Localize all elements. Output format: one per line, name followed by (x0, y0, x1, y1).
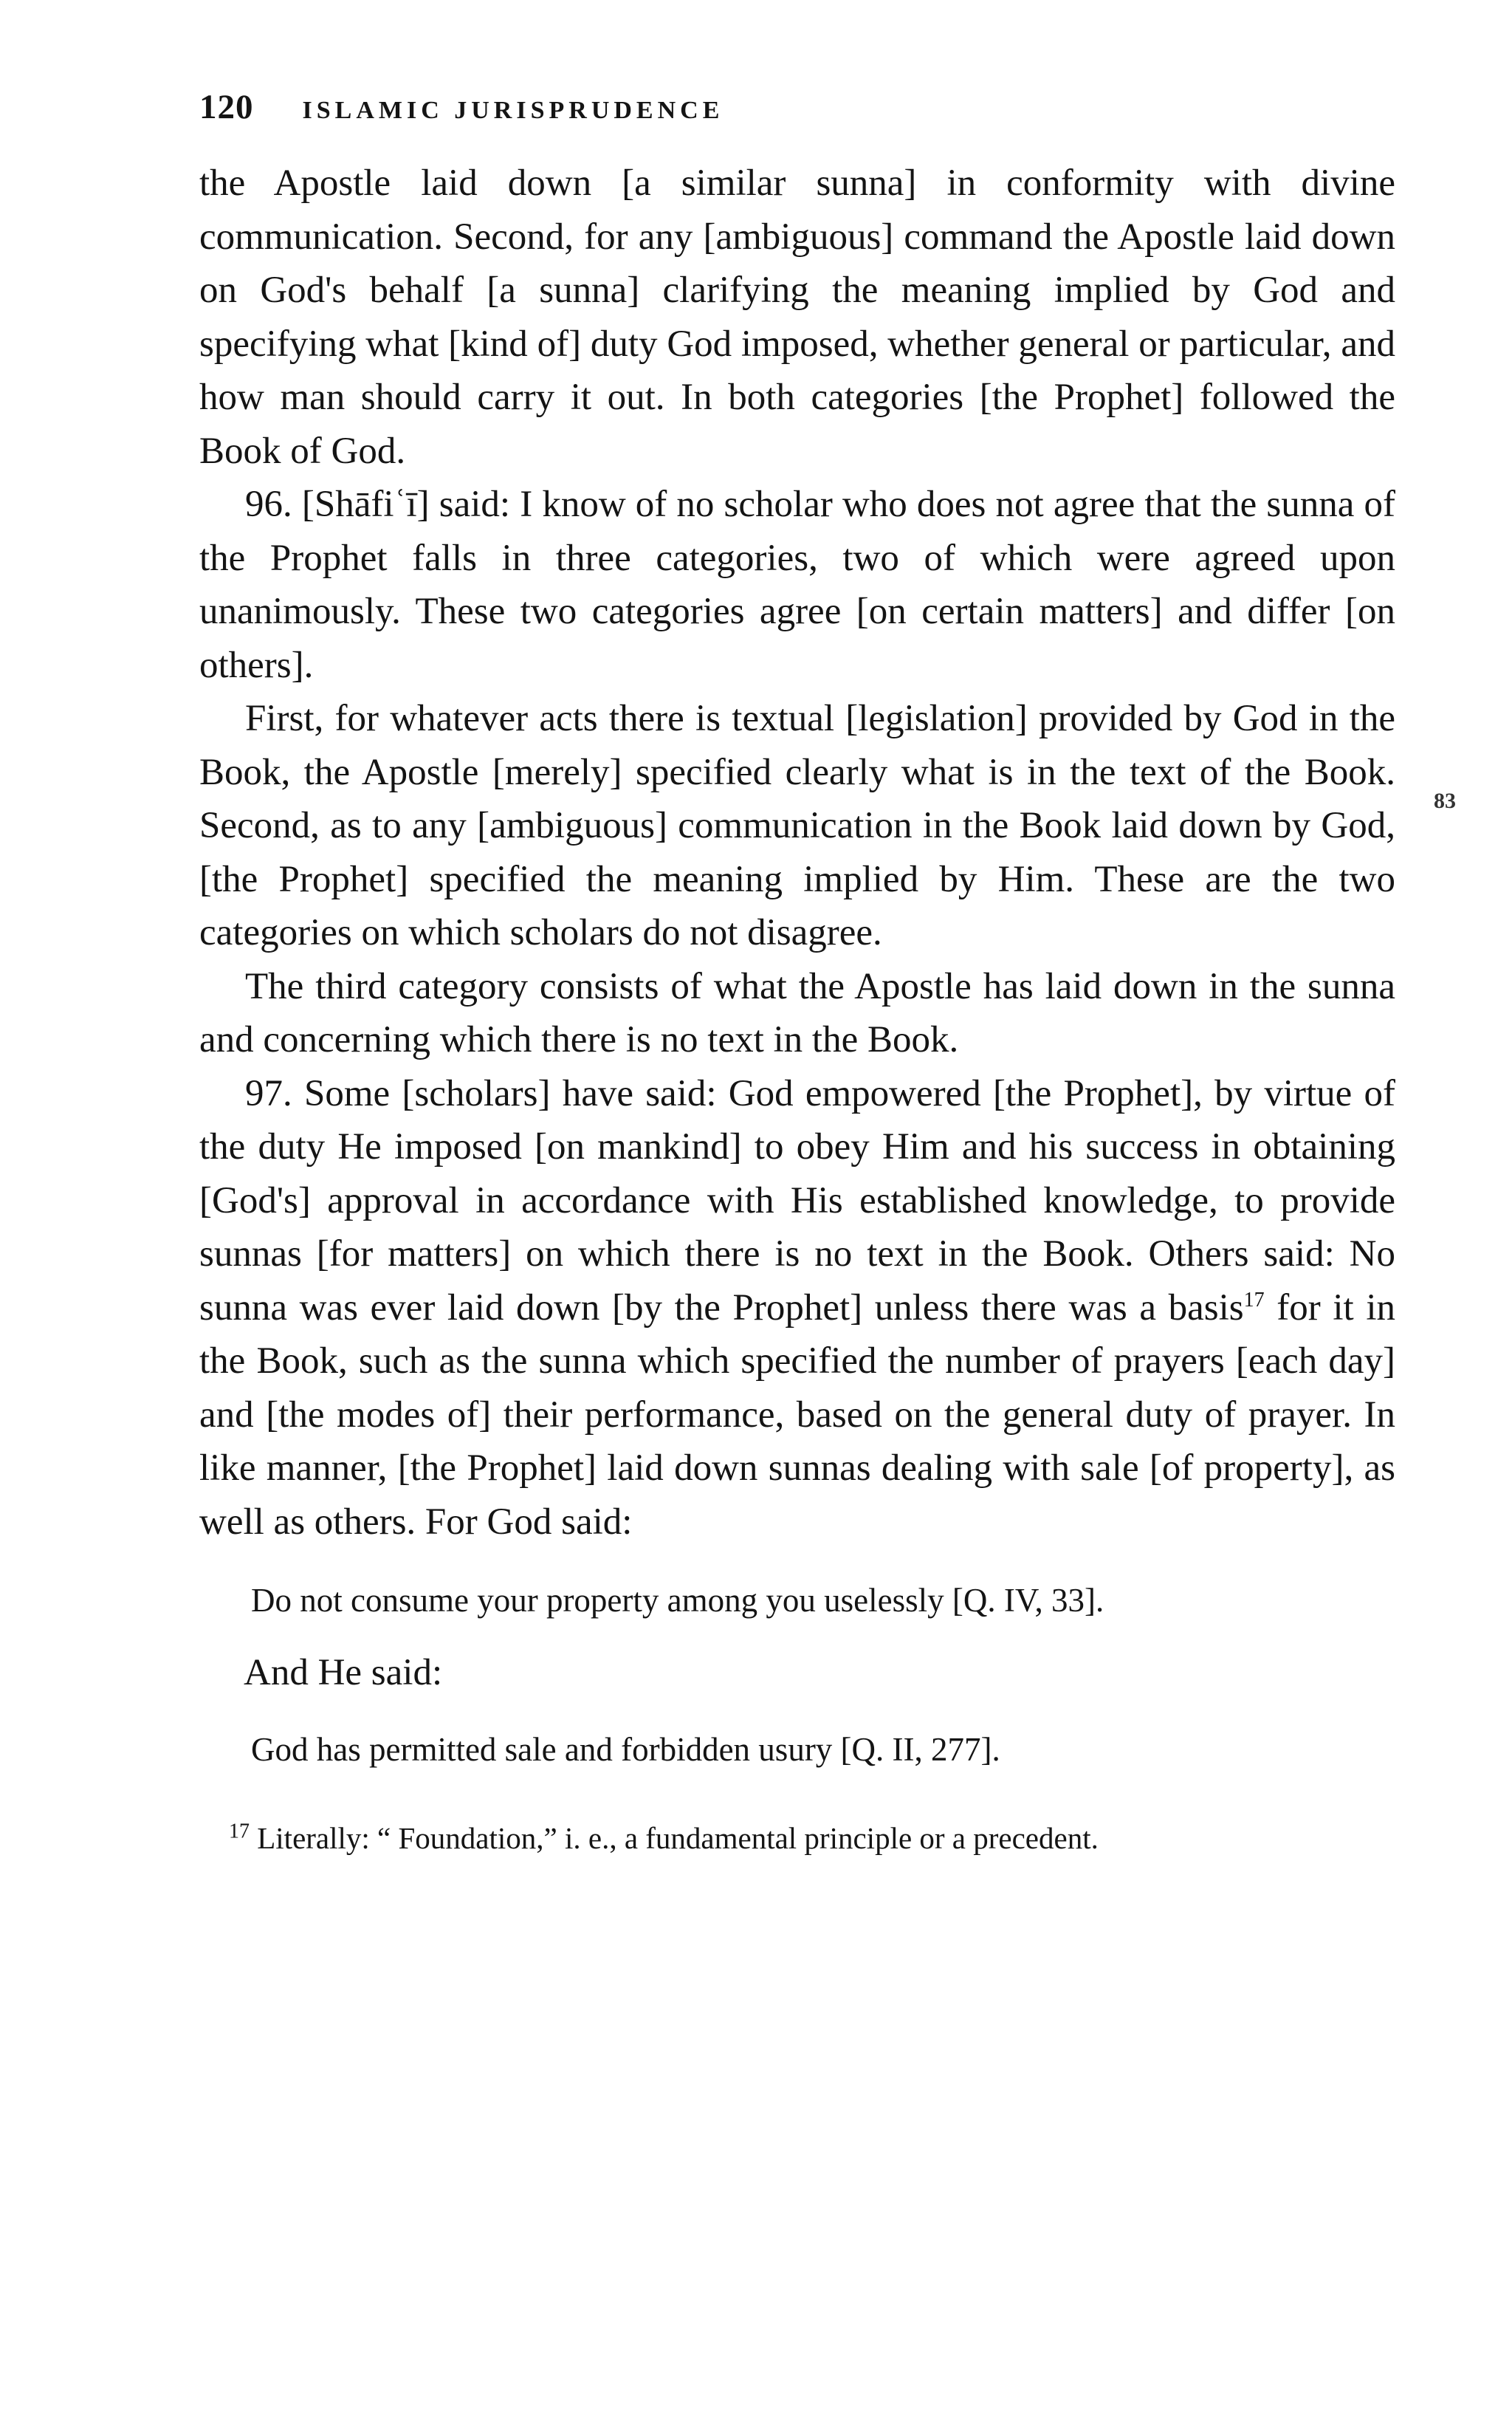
connector-text: And He said: (244, 1652, 443, 1693)
body-text (199, 157, 1395, 1549)
paragraph: 96. [Shāfiʿī] said: I know of no scholar who does not agree that the sunna of the Prophet falls in three categories, two of which were agreed upon unanimously. These two categories agree [on certain matters] and differ [on others]. (199, 484, 1395, 686)
footnote-text: Literally: “ Foundation,” i. e., a fundamental principle or a precedent. (257, 1821, 1099, 1855)
margin-note: 83 (1434, 789, 1456, 813)
paragraph: The third category consists of what the Apostle has laid down in the sunna and concerning which there is no text in the Book. (199, 965, 1395, 1060)
book-page (199, 87, 1395, 1859)
running-head (199, 87, 1395, 139)
footnote (229, 1817, 1395, 1859)
paragraph-97-text-a: 97. Some [scholars] have said: God empowered [the Prophet], by virtue of the duty He imposed [on mankind] to obey Him and his success in obtaining [God's] approval in accordance with His established knowledge, to provide sunnas [for matters] on which there is no text in the Book. Others said: No sunna was ever laid down [by the Prophet] unless there was a basis (199, 1072, 1395, 1329)
quranic-quote: God has permitted sale and forbidden usury [Q. II, 277]. (251, 1731, 1000, 1768)
footnote-reference[interactable]: 17 (1243, 1288, 1265, 1312)
running-title: ISLAMIC JURISPRUDENCE (302, 97, 724, 124)
quranic-quote: Do not consume your property among you uselessly [Q. IV, 33]. (251, 1582, 1104, 1619)
paragraph: First, for whatever acts there is textual [legislation] provided by God in the Book, the Apostle [merely] specified clearly what is in the text of the Book. Second, as to any [ambiguous] communication in the Book laid down by God, [the Prophet] specified the meaning implied by Him. These are the two categories on which scholars do not disagree. (199, 698, 1395, 953)
paragraph-97-text-b: for it in the Book, such as the sunna which specified the number of prayers [each day] and [the modes of] their performance, based on the general duty of prayer. In like manner, [the Prophet] laid down sunnas dealing with sale [of property], as well as others. For God said: (199, 1286, 1395, 1543)
paragraph-97 (199, 1067, 1395, 1549)
paragraph: the Apostle laid down [a similar sunna] in conformity with divine communication. Second, for any [ambiguous] command the Apostle laid down on God's behalf [a sunna] clarifying the meaning implied by God and specifying what [kind of] duty God imposed, whether general or particular, and how man should carry it out. In both categories [the Prophet] followed the Book of God. (199, 162, 1395, 472)
page-number: 120 (199, 88, 254, 126)
footnote-mark: 17 (229, 1820, 250, 1843)
